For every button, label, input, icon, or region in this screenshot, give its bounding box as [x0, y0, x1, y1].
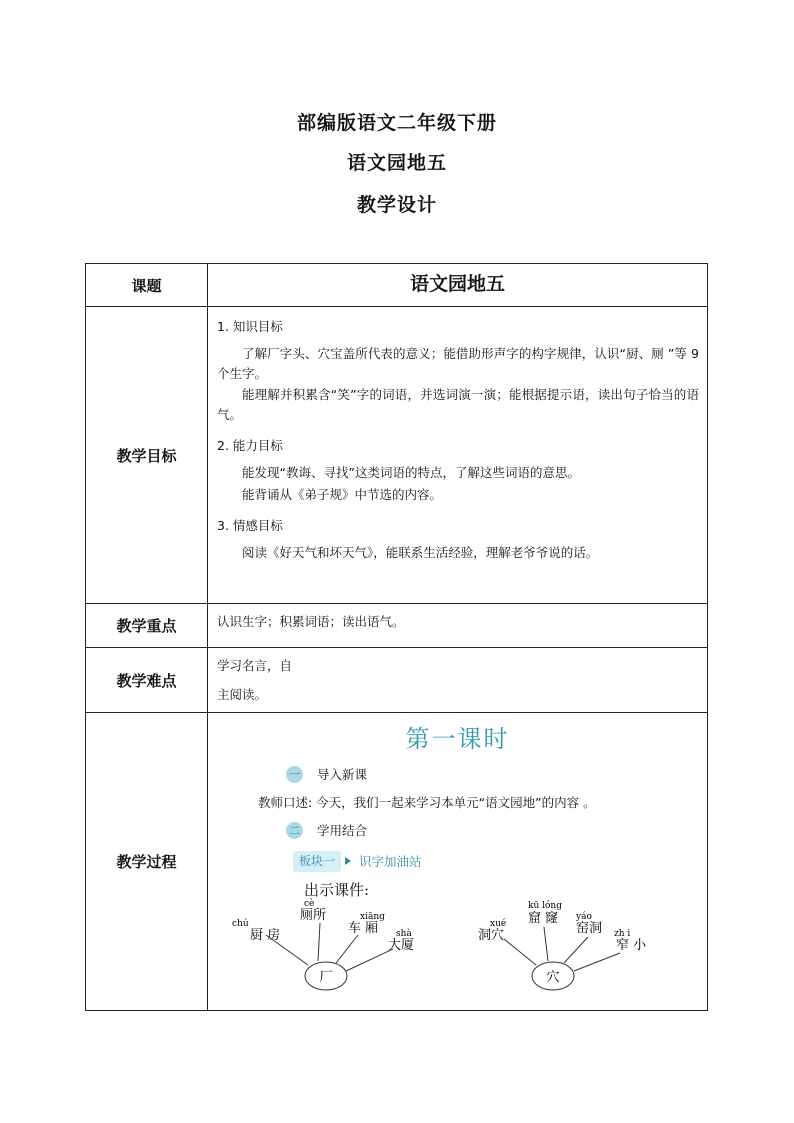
word: 洞穴: [478, 928, 505, 943]
radical-diagram-left: [232, 898, 414, 990]
topic-label: 课题: [86, 264, 208, 307]
block-title: 识字加油站: [359, 853, 422, 869]
goals-label: 教学目标: [86, 307, 208, 604]
document-heading: 教学设计: [356, 194, 437, 216]
goal-heading-ability: 2. 能力目标: [217, 437, 283, 453]
difficulty-label: 教学难点: [86, 648, 208, 713]
connector-line: [346, 949, 393, 971]
step-number-badge: 一: [286, 766, 303, 783]
step-label: 学用结合: [317, 823, 368, 838]
radical-char: 厂: [319, 970, 333, 985]
pinyin: zh i: [614, 929, 631, 939]
connector-line: [544, 927, 548, 961]
pinyin: cè: [304, 899, 315, 909]
connector-line: [504, 939, 536, 965]
radical-diagram-right: [478, 900, 647, 990]
document-title: 部编版语文二年级下册: [296, 112, 497, 134]
word: 厨 房: [250, 928, 281, 943]
goal-heading-knowledge: 1. 知识目标: [217, 319, 283, 334]
key-points-value: 认识生字；积累词语；读出语气。: [217, 614, 405, 629]
topic-value: 语文园地五: [208, 264, 708, 307]
process-content: [208, 713, 707, 1010]
pinyin: xiāng: [360, 912, 385, 922]
process-label: 教学过程: [86, 713, 208, 1011]
radical-char: 穴: [546, 970, 560, 985]
step-label: 导入新课: [317, 767, 368, 782]
lesson-title: 第一课时: [405, 725, 510, 753]
difficulty-line: 主阅读。: [217, 686, 268, 702]
word: 厕所: [300, 908, 327, 923]
connector-line: [318, 923, 320, 961]
table-row-key-points: [86, 604, 708, 648]
document-subtitle: 语文园地五: [346, 152, 447, 174]
key-points-label: 教学重点: [86, 604, 208, 648]
pinyin: chú: [232, 919, 249, 929]
pinyin: yáo: [576, 912, 592, 922]
goal-paragraph: 能背诵从《弟子规》中节选的内容。: [242, 486, 443, 502]
table-row-topic: [86, 264, 708, 307]
connector-line: [574, 953, 620, 971]
goal-paragraph: 能理解并积累含“笑”字的词语，并选词演一演；能根据提示语，读出句子恰当的语气。: [217, 387, 699, 422]
goals-content: [208, 307, 707, 563]
connector-line: [336, 935, 358, 963]
pinyin: shà: [396, 929, 412, 939]
connector-line: [564, 937, 588, 963]
goal-paragraph: 了解厂字头、穴宝盖所代表的意义；能借助形声字的构字规律，认识“厨、厕 ”等 9 个生字。: [217, 346, 699, 381]
radical-word-diagram: [208, 713, 708, 1010]
pinyin: kū lóng: [528, 901, 562, 911]
word: 窄 小: [616, 938, 647, 953]
teacher-narration: 教师口述: 今天，我们一起来学习本单元“语文园地”的内容 。: [258, 795, 596, 810]
word: 窟 窿: [528, 911, 559, 926]
pinyin: xué: [490, 919, 507, 929]
table-row-difficulty: [86, 648, 708, 713]
word: 大厦: [388, 938, 415, 953]
table-row-goals: [86, 307, 708, 604]
difficulty-line: 学习名言，自: [217, 658, 293, 673]
word: 窑洞: [576, 921, 603, 936]
block-tag: 板块一: [293, 851, 341, 872]
word: 车 厢: [348, 921, 379, 936]
goal-heading-emotion: 3. 情感目标: [217, 518, 283, 533]
step-number-badge: 二: [286, 822, 303, 839]
show-courseware-label: 出示课件:: [304, 881, 370, 899]
lesson-plan-table: [85, 263, 708, 1011]
goal-paragraph: 阅读《好天气和坏天气》，能联系生活经验，理解老爷爷说的话。: [242, 545, 599, 561]
goal-paragraph: 能发现“教诲、寻找”这类词语的特点，了解这些词语的意思。: [242, 465, 580, 481]
table-row-process: [86, 713, 708, 1011]
